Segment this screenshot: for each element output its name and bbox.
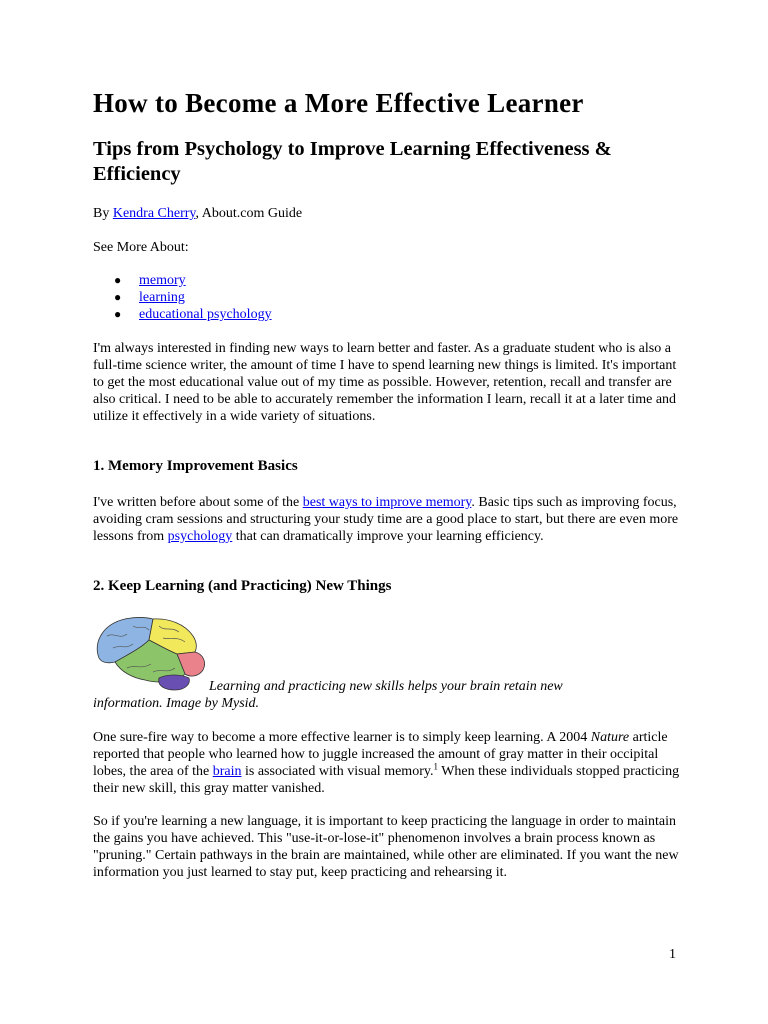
topic-link-memory[interactable]: memory: [139, 273, 186, 288]
byline: [93, 205, 302, 222]
psychology-link[interactable]: psychology: [167, 529, 233, 544]
intro-paragraph: I'm always interested in finding new ways to learn better and faster. As a graduate student who is also a full-time science writer, the amount of time I have to spend learning new things is limited. It's important to get the most educational value out of my time as possible. However, retention, recall and transfer are also critical. I need to be able to accurately remember the information I learn, recall it at a later time and utilize it effectively in a wide variety of situations.: [93, 341, 677, 424]
topic-link-learning[interactable]: learning: [139, 290, 185, 305]
text-segment: that can dramatically improve your learning efficiency.: [232, 529, 544, 544]
text-segment: When these individuals stopped practicing their new skill, this gray matter vanished.: [93, 764, 680, 796]
brain-link[interactable]: brain: [212, 764, 242, 779]
author-link[interactable]: Kendra Cherry: [112, 206, 196, 221]
text-segment: I've written before about some of the: [93, 495, 303, 510]
byline-prefix: By: [93, 206, 113, 221]
list-item: [93, 306, 272, 323]
image-caption-line2: information. Image by Mysid.: [93, 696, 260, 711]
article-subtitle: Tips from Psychology to Improve Learning Effectiveness & Efficiency: [93, 138, 612, 185]
brain-image: [93, 612, 209, 692]
improve-memory-link[interactable]: best ways to improve memory: [302, 495, 472, 510]
juggle-paragraph: [93, 729, 683, 797]
pruning-paragraph: So if you're learning a new language, it is important to keep practicing the language in order to maintain the gains you have achieved. This "use-it-or-lose-it" phenomenon involves a brain process known as "pruning." Certain pathways in the brain are maintained, while other are eliminated. If you want the new information you just learned to stay put, keep practicing and rehearsing it.: [93, 814, 679, 880]
image-caption-line1: Learning and practicing new skills helps your brain retain new: [209, 679, 563, 694]
byline-suffix: , About.com Guide: [195, 206, 303, 221]
section-heading-memory: 1. Memory Improvement Basics: [93, 458, 298, 474]
topic-link-educational-psychology[interactable]: educational psychology: [139, 307, 272, 322]
bullet-icon: ●: [114, 290, 122, 304]
section-heading-keep-learning: 2. Keep Learning (and Practicing) New Things: [93, 578, 392, 594]
see-more-label: See More About:: [93, 240, 189, 255]
footnote-marker: 1: [433, 761, 438, 772]
see-more-list: [93, 272, 272, 323]
list-item: [93, 289, 272, 306]
journal-name: Nature: [590, 730, 630, 745]
text-segment: article reported that people who learned how to juggle increased the amount of gray matter in their occipital lobes, the area of the: [93, 730, 668, 779]
bullet-icon: ●: [114, 307, 122, 321]
text-segment: is associated with visual memory.: [241, 764, 434, 779]
text-segment: One sure-fire way to become a more effective learner is to simply keep learning. A 2004: [93, 730, 591, 745]
list-item: [93, 272, 272, 289]
article-title: How to Become a More Effective Learner: [93, 88, 584, 118]
page-number: 1: [669, 947, 676, 962]
cerebellum: [159, 675, 190, 690]
text-segment: . Basic tips such as improving focus, avoiding cram sessions and structuring your study time are a good place to start, but there are even more lessons from: [93, 495, 679, 544]
bullet-icon: ●: [114, 273, 122, 287]
memory-paragraph: [93, 494, 683, 545]
